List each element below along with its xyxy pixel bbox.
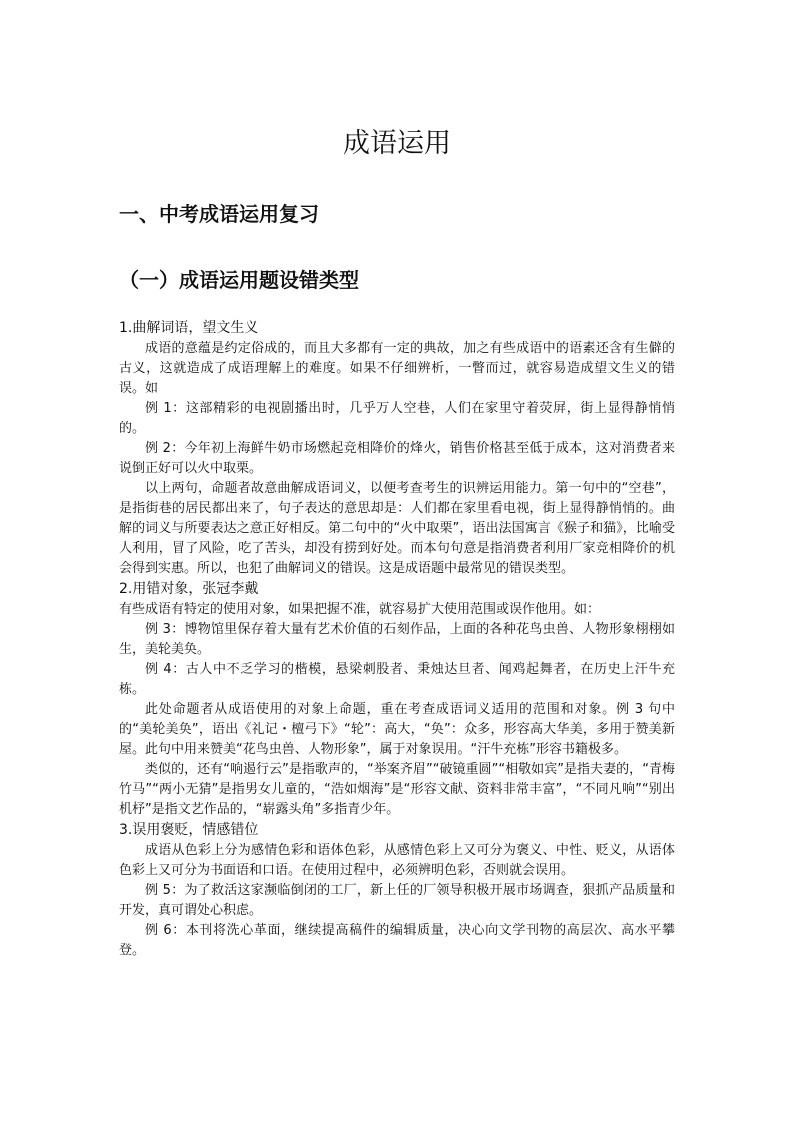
subheading-3: 3.误用褒贬，情感错位 — [119, 822, 259, 838]
paragraph: 以上两句，命题者故意曲解成语词义，以便考查考生的识辨运用能力。第一句中的“空巷”，是指街巷的居民都出来了，句子表达的意思却是：人们都在家里看电视，街上显得静悄悄的。曲解的词义与所要表达之意正好相反。第二句中的“火中取栗”，语出法国寓言《猴子和猫》，比喻受人利用，冒了风险，吃了苦头，却没有捞到好处。而本句句意是指消费者利用厂家竞相降价的机会得到实惠。所以，也犯了曲解词义的错误。这是成语题中最常见的错误类型。 — [119, 481, 675, 576]
paragraph: 类似的，还有“响遏行云”是指歌声的，“举案齐眉”“破镜重圆”“相敬如宾”是指夫妻的，“青梅竹马”“两小无猜”是指男女儿童的，“浩如烟海”是“形容文献、资料非常丰富”，“不同凡响”“别出机杼”是指文艺作品的，“崭露头角”多指青少年。 — [119, 762, 675, 817]
example-sentence: 例 6：本刊将洗心革面，继续提高稿件的编辑质量，决心向文学刊物的高层次、高水平攀登。 — [119, 923, 675, 958]
subheading-2: 2.用错对象，张冠李戴 — [119, 581, 259, 597]
example-sentence: 例 2：今年初上海鲜牛奶市场燃起竞相降价的烽火，销售价格甚至低于成本，这对消费者来说倒正好可以火中取栗。 — [119, 441, 675, 476]
paragraph: 有些成语有特定的使用对象，如果把握不准，就容易扩大使用范围或误作他用。如： — [119, 602, 601, 617]
example-sentence: 例 5：为了救活这家濒临倒闭的工厂，新上任的厂领导积极开展市场调查，狠抓产品质量和开发，真可谓处心积虑。 — [119, 883, 675, 918]
paragraph: 成语从色彩上分为感情色彩和语体色彩，从感情色彩上又可分为褒义、中性、贬义，从语体色彩上又可分为书面语和口语。在使用过程中，必须辨明色彩，否则就会误用。 — [119, 843, 675, 878]
document-text — [119, 318, 675, 961]
section-heading: 一、中考成语运用复习 — [119, 202, 319, 226]
subheading-1: 1.曲解词语，望文生义 — [119, 320, 259, 336]
document-title: 成语运用 — [343, 128, 451, 159]
example-sentence: 例 3：博物馆里保存着大量有艺术价值的石刻作品，上面的各种花鸟虫兽、人物形象栩栩如生，美轮美奂。 — [119, 622, 675, 657]
example-sentence: 例 1：这部精彩的电视剧播出时，几乎万人空巷，人们在家里守着荧屏，街上显得静悄悄的。 — [119, 401, 675, 436]
document-body — [119, 124, 675, 961]
paragraph: 此处命题者从成语使用的对象上命题，重在考查成语词义适用的范围和对象。例 3 句中的“美轮美奂”，语出《礼记・檀弓下》“轮”：高大，“奂”：众多，形容高大华美，多用于赞美新屋。此句中用来赞美“花鸟虫兽、人物形象”，属于对象误用。“汗牛充栋”形容书籍极多。 — [119, 702, 675, 757]
example-sentence: 例 4：古人中不乏学习的楷模，悬梁刺股者、秉烛达旦者、闻鸡起舞者，在历史上汗牛充栋。 — [119, 662, 675, 697]
subsection-heading: （一）成语运用题设错类型 — [119, 268, 359, 292]
paragraph: 成语的意蕴是约定俗成的，而且大多都有一定的典故，加之有些成语中的语素还含有生僻的古义，这就造成了成语理解上的难度。如果不仔细辨析，一瞥而过，就容易造成望文生义的错误。如 — [119, 341, 675, 396]
